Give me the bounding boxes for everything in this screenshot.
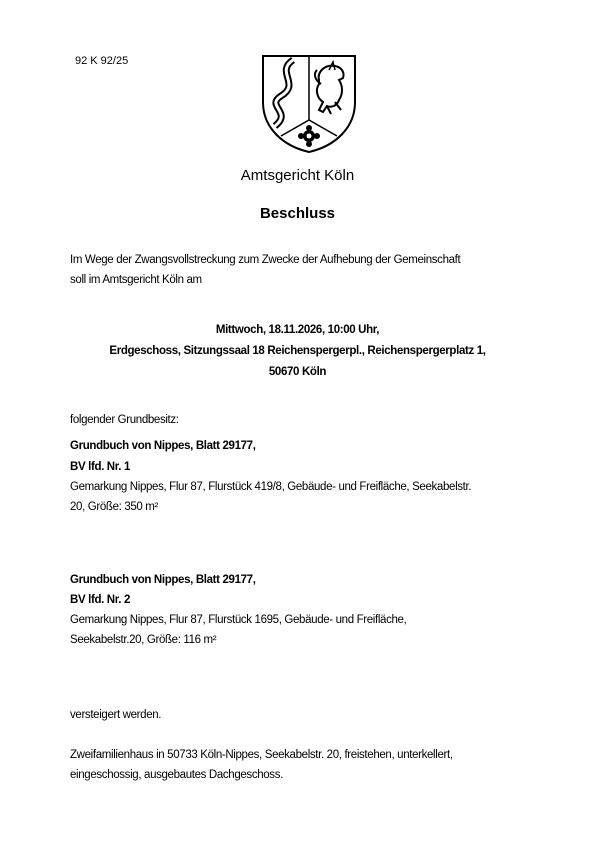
parcel-1-description-1: Gemarkung Nippes, Flur 87, Flurstück 419/8, Gebäude- und Freifläche, Seekabelstr.	[70, 481, 472, 493]
parcel-2-description-1: Gemarkung Nippes, Flur 87, Flurstück 1695, Gebäude- und Freifläche,	[70, 614, 407, 626]
property-description-2: eingeschossig, ausgebautes Dachgeschoss.	[70, 769, 283, 781]
parcel-2-description-2: Seekabelstr.20, Größe: 116 m²	[70, 634, 217, 646]
intro-line-2: soll im Amtsgericht Köln am	[70, 274, 202, 286]
appointment-date: Mittwoch, 18.11.2026, 10:00 Uhr,	[215, 324, 380, 336]
nrw-coat-of-arms-icon	[257, 50, 361, 154]
file-reference: 92 K 92/25	[75, 55, 129, 67]
property-description-1: Zweifamilienhaus in 50733 Köln-Nippes, Seekabelstr. 20, freistehen, unterkellert,	[70, 749, 453, 761]
parcel-1-description-2: 20, Größe: 350 m²	[70, 501, 159, 513]
intro-line-1: Im Wege der Zwangsvollstreckung zum Zwecke der Aufhebung der Gemeinschaft	[70, 254, 461, 266]
appointment-location: Erdgeschoss, Sitzungssaal 18 Reichenspergerpl., Reichenspergerplatz 1,	[109, 345, 486, 357]
document-title: Beschluss	[259, 205, 336, 222]
auction-statement: versteigert werden.	[70, 709, 162, 721]
appointment-city: 50670 Köln	[268, 366, 327, 378]
following-label: folgender Grundbesitz:	[70, 414, 179, 426]
parcel-1-heading: Grundbuch von Nippes, Blatt 29177,	[70, 440, 256, 452]
parcel-1-number: BV lfd. Nr. 1	[70, 461, 130, 473]
parcel-2-heading: Grundbuch von Nippes, Blatt 29177,	[70, 574, 256, 586]
court-name: Amtsgericht Köln	[240, 167, 355, 184]
parcel-2-number: BV lfd. Nr. 2	[70, 594, 130, 606]
